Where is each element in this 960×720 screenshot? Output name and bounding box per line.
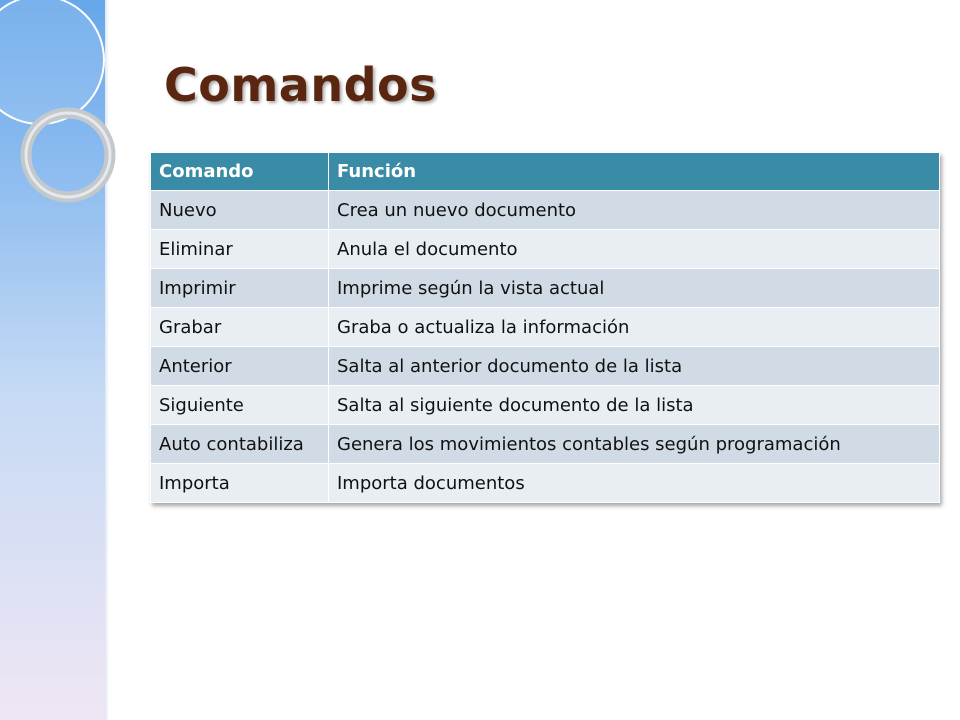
commands-table-container <box>150 152 940 503</box>
slide-title: Comandos <box>164 58 437 112</box>
decorative-rings <box>0 0 160 300</box>
function-cell: Genera los movimientos contables según programación <box>329 425 940 464</box>
table-row <box>151 230 940 269</box>
table-row <box>151 347 940 386</box>
decor-ring-small-highlight <box>26 113 110 197</box>
command-cell: Siguiente <box>151 386 329 425</box>
table-row <box>151 269 940 308</box>
function-cell: Imprime según la vista actual <box>329 269 940 308</box>
header-comando: Comando <box>151 153 329 191</box>
table-row <box>151 386 940 425</box>
command-cell: Imprimir <box>151 269 329 308</box>
header-funcion: Función <box>329 153 940 191</box>
table-row <box>151 464 940 503</box>
table-row <box>151 191 940 230</box>
decor-ring-large <box>0 0 104 124</box>
command-cell: Auto contabiliza <box>151 425 329 464</box>
table-header-row <box>151 153 940 191</box>
table-row <box>151 425 940 464</box>
function-cell: Anula el documento <box>329 230 940 269</box>
commands-table <box>150 152 940 503</box>
command-cell: Eliminar <box>151 230 329 269</box>
function-cell: Crea un nuevo documento <box>329 191 940 230</box>
function-cell: Graba o actualiza la información <box>329 308 940 347</box>
command-cell: Importa <box>151 464 329 503</box>
function-cell: Importa documentos <box>329 464 940 503</box>
function-cell: Salta al anterior documento de la lista <box>329 347 940 386</box>
table-row <box>151 308 940 347</box>
command-cell: Grabar <box>151 308 329 347</box>
command-cell: Anterior <box>151 347 329 386</box>
function-cell: Salta al siguiente documento de la lista <box>329 386 940 425</box>
command-cell: Nuevo <box>151 191 329 230</box>
